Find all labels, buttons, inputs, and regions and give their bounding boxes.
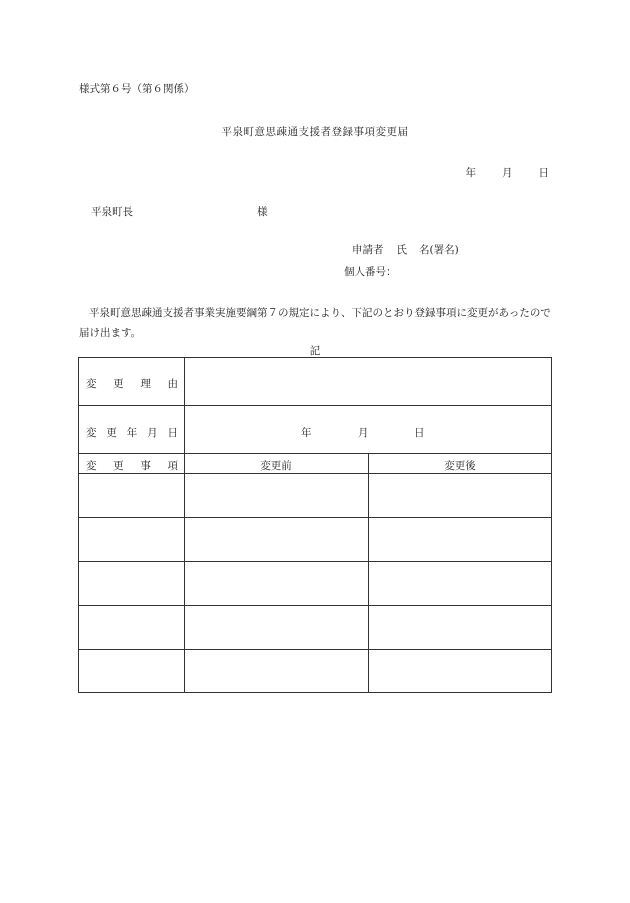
personal-number-label: 個人番号： [344,266,397,278]
entry-row-4-item[interactable] [79,606,184,649]
form-number: 様式第６号（第６関係） [79,83,195,95]
name-label-part2: 名(署名) [419,244,459,256]
applicant-name-line [352,242,459,257]
change-reason-label: 変 更 理 由 [86,378,178,390]
entry-row-4-after[interactable] [369,606,551,649]
ki-heading: 記 [309,345,321,357]
entry-row-2-before[interactable] [185,518,368,561]
entry-row-1-after[interactable] [369,474,551,517]
entry-row-3-after[interactable] [369,562,551,605]
day-label: 日 [538,167,549,179]
name-label-part1: 氏 [396,244,407,256]
entry-row-1-item[interactable] [79,474,184,517]
entry-row-5-after[interactable] [369,650,551,692]
applicant-label: 申請者 [352,244,384,256]
change-date-label: 変 更 年 月 日 [86,427,178,439]
addressee-honorific: 様 [257,206,268,218]
body-text: 平泉町意思疎通支援者事業実施要綱第７の規定により、下記のとおり登録事項に変更があったので届け出ます。 [79,307,551,339]
entry-row-5-before[interactable] [185,650,368,692]
entry-row-2-after[interactable] [369,518,551,561]
change-table [78,357,552,693]
change-reason-field[interactable] [185,359,551,405]
after-change-header: 変更後 [444,460,476,472]
entry-row-1-before[interactable] [185,474,368,517]
document-title: 平泉町意思疎通支援者登録事項変更届 [221,126,409,138]
body-paragraph [79,303,553,343]
change-item-label: 変 更 事 項 [86,460,178,472]
change-date-year: 年 [301,427,312,439]
year-label: 年 [465,167,476,179]
entry-row-5-item[interactable] [79,650,184,692]
submission-date [466,165,550,180]
entry-row-3-item[interactable] [79,562,184,605]
change-date-month: 月 [358,427,369,439]
change-date-day: 日 [414,427,425,439]
entry-row-3-before[interactable] [185,562,368,605]
entry-row-2-item[interactable] [79,518,184,561]
addressee-name: 平泉町長 [91,206,133,218]
entry-row-4-before[interactable] [185,606,368,649]
before-change-header: 変更前 [260,460,292,472]
month-label: 月 [502,167,513,179]
